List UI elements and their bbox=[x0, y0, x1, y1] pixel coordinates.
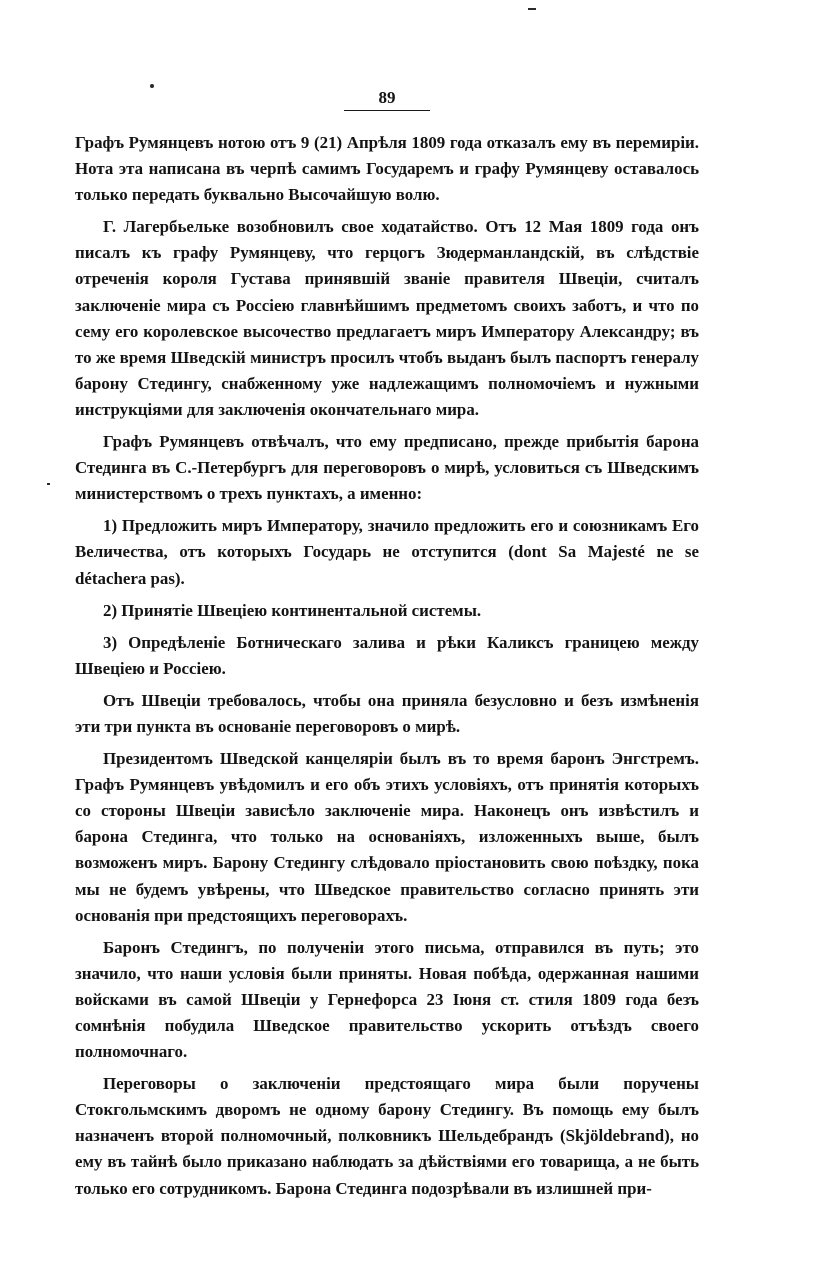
list-item: 3) Опредѣленіе Ботническаго залива и рѣки Каликсъ границею между Швеціею и Россіею. bbox=[75, 632, 699, 678]
paragraph: Графъ Румянцевъ отвѣчалъ, что ему предписано, прежде прибытія барона Стединга въ С.-Петербургъ для переговоровъ о мирѣ, условиться съ Шведскимъ министерствомъ о трехъ пунктахъ, а именно: bbox=[75, 432, 699, 504]
paragraph: Графъ Румянцевъ нотою отъ 9 (21) Апрѣля 1809 года отказалъ ему въ перемиріи. Нота эта написана въ черпѣ самимъ Государемъ и графу Румянцеву оставалось только передать буквально Высочайшую волю. bbox=[75, 133, 699, 205]
paragraph: Отъ Швеціи требовалось, чтобы она приняла безусловно и безъ измѣненія эти три пункта въ основаніе переговоровъ о мирѣ. bbox=[75, 690, 699, 736]
paragraph: Переговоры о заключеніи предстоящаго мира были поручены Стокгольмскимъ дворомъ не одному барону Стедингу. Въ помощь ему былъ назначенъ второй полномочный, полковникъ Шельдебрандъ (Skjöldebrand), но ему въ тайнѣ было приказано наблюдать за дѣйствіями его товарища, а не быть только его сотрудникомъ. Барона Стединга подозрѣвали въ излишней при- bbox=[75, 1074, 699, 1198]
print-speck bbox=[150, 84, 154, 88]
print-speck bbox=[47, 483, 50, 485]
list-item: 1) Предложить миръ Императору, значило предложить его и союзникамъ Его Величества, отъ которыхъ Государь не отступится (dont Sa Majesté ne se détachera pas). bbox=[75, 516, 699, 588]
list-item: 2) Принятіе Швеціею континентальной системы. bbox=[103, 600, 482, 620]
paragraph: Г. Лагербьельке возобновилъ свое ходатайство. Отъ 12 Мая 1809 года онъ писалъ къ графу Румянцеву, что герцогъ Зюдерманландскій, въ слѣдствіе отреченія короля Густава принявшій званіе правителя Швеціи, считалъ заключеніе мира съ Россіею главнѣйшимъ предметомъ своихъ заботъ, и что по сему его королевское высочество предлагаетъ миръ Императору Александру; въ то же время Шведскій министръ просилъ чтобъ выданъ былъ паспортъ генералу барону Стедингу, снабженному уже надлежащимъ полномочіемъ и нужными инструкціями для заключенія окончательнаго мира. bbox=[75, 217, 699, 419]
paragraph: Президентомъ Шведской канцеляріи былъ въ то время баронъ Энгстремъ. Графъ Румянцевъ увѣдомилъ и его объ этихъ условіяхъ, отъ принятія которыхъ со стороны Швеціи зависѣло заключеніе мира. Наконецъ онъ извѣстилъ и барона Стединга, что только на основаніяхъ, изложенныхъ выше, былъ возможенъ миръ. Барону Стедингу слѣдовало пріостановить свою поѣздку, пока мы не будемъ увѣрены, что Шведское правительство согласно принять эти основанія при предстоящихъ переговорахъ. bbox=[75, 749, 699, 925]
paragraph: Баронъ Стедингъ, по полученіи этого письма, отправился въ путь; это значило, что наши условія были приняты. Новая побѣда, одержанная нашими войсками въ самой Швеціи у Гернефорса 23 Іюня ст. стиля 1809 года безъ сомнѣнія побудила Шведское правительство ускорить отъѣздъ своего полномочнаго. bbox=[75, 937, 699, 1062]
page-number: 89 bbox=[344, 88, 430, 111]
print-speck bbox=[528, 8, 536, 10]
body-text bbox=[75, 130, 699, 1202]
